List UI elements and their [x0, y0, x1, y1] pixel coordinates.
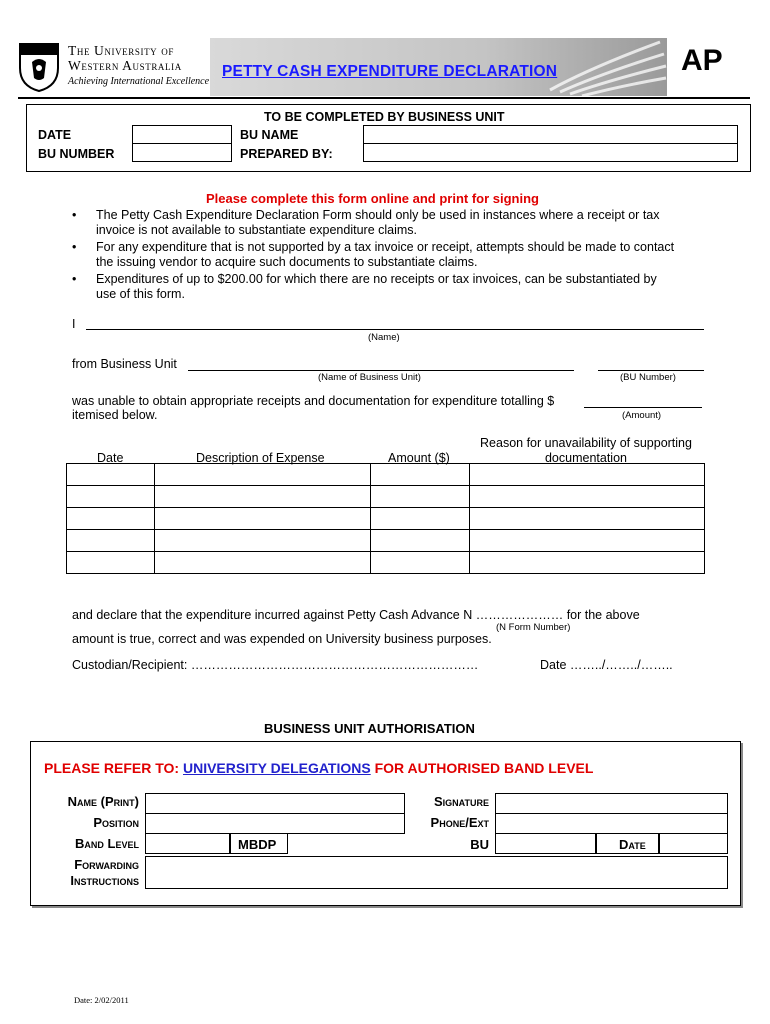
table-cell[interactable]: [155, 464, 371, 486]
table-cell[interactable]: [155, 486, 371, 508]
table-cell[interactable]: [155, 508, 371, 530]
auth-date-label: Date: [619, 837, 646, 852]
date-field[interactable]: [132, 125, 232, 144]
list-item: • Expenditures of up to $200.00 for which there are no receipts or tax invoices, can be substantiated by use of this form.: [72, 272, 657, 301]
bu-label: BU: [470, 837, 489, 852]
forwarding-instructions-label: Forwarding Instructions: [70, 857, 139, 888]
table-cell[interactable]: [155, 530, 371, 552]
bu-name-caption: (Name of Business Unit): [318, 372, 421, 383]
bullet-icon: •: [72, 272, 77, 286]
col-header-reason: Reason for unavailability of supporting documentation: [480, 436, 692, 465]
phone-ext-label: Phone/Ext: [430, 815, 489, 830]
col-header-amount: Amount ($): [388, 451, 450, 465]
table-cell[interactable]: [67, 552, 155, 574]
mbdp-field[interactable]: [230, 833, 288, 854]
banner-wing-graphic: [540, 38, 667, 96]
table-cell[interactable]: [67, 508, 155, 530]
table-cell[interactable]: [67, 530, 155, 552]
table-row: [67, 508, 705, 530]
prepared-by-field[interactable]: [363, 143, 738, 162]
bu-number-caption: (BU Number): [620, 372, 676, 383]
phone-ext-field[interactable]: [495, 813, 728, 834]
bu-number-input-line[interactable]: [598, 369, 704, 371]
date-label: DATE: [38, 128, 72, 142]
bu-number-label: BU NUMBER: [38, 147, 115, 161]
header-divider: [18, 97, 750, 99]
table-cell[interactable]: [371, 530, 470, 552]
signature-field[interactable]: [495, 793, 728, 814]
prepared-by-label: PREPARED BY:: [240, 147, 333, 161]
declare-line2: amount is true, correct and was expended on University business purposes.: [72, 632, 492, 646]
table-cell[interactable]: [470, 530, 705, 552]
declare-date-line[interactable]: Date ……../……../……..: [540, 658, 673, 672]
table-cell[interactable]: [155, 552, 371, 574]
footer-date: Date: 2/02/2011: [74, 995, 129, 1005]
list-item: • The Petty Cash Expenditure Declaration Form should only be used in instances where a receipt or tax invoice is not available to substantiate expenditure claims.: [72, 208, 660, 237]
band-level-field[interactable]: [145, 833, 230, 854]
name-print-field[interactable]: [145, 793, 405, 814]
table-cell[interactable]: [470, 552, 705, 574]
position-field[interactable]: [145, 813, 405, 834]
table-cell[interactable]: [371, 552, 470, 574]
university-name: [68, 43, 182, 73]
date-label-cell: [596, 833, 659, 854]
name-print-label: Name (Print): [67, 794, 139, 809]
table-row: [67, 552, 705, 574]
bu-number-field[interactable]: [132, 143, 232, 162]
amount-input-line[interactable]: [584, 406, 702, 408]
table-row: [67, 486, 705, 508]
table-row: [67, 464, 705, 486]
bu-name-input-line[interactable]: [188, 369, 574, 371]
bu-field[interactable]: [495, 833, 596, 854]
name-caption: (Name): [368, 332, 400, 343]
bullet-icon: •: [72, 240, 77, 254]
list-item: • For any expenditure that is not supported by a tax invoice or receipt, attempts should be made to contact the issuing vendor to acquire such documents to substantiate claims.: [72, 240, 675, 269]
band-level-label: Band Level: [75, 836, 139, 851]
i-label: I: [72, 317, 76, 331]
university-delegations-link[interactable]: UNIVERSITY DELEGATIONS: [182, 760, 371, 776]
col-header-description: Description of Expense: [196, 451, 325, 465]
unable-text-line1: was unable to obtain appropriate receipts and documentation for expenditure totalling $: [72, 394, 555, 408]
authorisation-heading: BUSINESS UNIT AUTHORISATION: [264, 721, 475, 736]
forwarding-instructions-field[interactable]: [145, 856, 728, 889]
refer-text: PLEASE REFER TO: UNIVERSITY DELEGATIONS FOR AUTHORISED BAND LEVEL: [44, 760, 594, 776]
table-cell[interactable]: [470, 486, 705, 508]
signature-label: Signature: [433, 794, 489, 809]
university-name-line1: The University of: [68, 43, 174, 58]
from-bu-label: from Business Unit: [72, 357, 177, 371]
amount-caption: (Amount): [622, 410, 662, 421]
instruction-list: [70, 208, 710, 302]
bu-section-heading: TO BE COMPLETED BY BUSINESS UNIT: [264, 110, 505, 124]
bu-name-label: BU NAME: [240, 128, 299, 142]
table-cell[interactable]: [67, 464, 155, 486]
bullet-icon: •: [72, 208, 77, 222]
table-cell[interactable]: [470, 464, 705, 486]
form-code: AP: [681, 44, 723, 77]
col-header-date: Date: [97, 451, 124, 465]
unable-text-line2: itemised below.: [72, 408, 158, 422]
table-cell[interactable]: [371, 486, 470, 508]
university-tagline: Achieving International Excellence: [68, 76, 210, 87]
auth-date-field[interactable]: [659, 833, 728, 854]
table-cell[interactable]: [371, 508, 470, 530]
bu-name-field[interactable]: [363, 125, 738, 144]
form-title: PETTY CASH EXPENDITURE DECLARATION: [222, 63, 558, 80]
table-cell[interactable]: [371, 464, 470, 486]
table-row: [67, 530, 705, 552]
online-notice: Please complete this form online and print for signing: [206, 191, 539, 206]
university-crest: [18, 42, 60, 92]
university-name-line2: Western Australia: [68, 58, 182, 73]
name-input-line[interactable]: [86, 328, 704, 330]
mbdp-label: MBDP: [238, 837, 277, 852]
table-cell[interactable]: [470, 508, 705, 530]
form-number-caption: (N Form Number): [496, 622, 571, 633]
expense-table: [66, 463, 705, 574]
custodian-signature-line[interactable]: Custodian/Recipient: ……………………………………………………………: [72, 658, 479, 672]
position-label: Position: [93, 815, 139, 830]
declare-line1: and declare that the expenditure incurred against Petty Cash Advance N ………………… for the above: [72, 608, 640, 622]
table-cell[interactable]: [67, 486, 155, 508]
